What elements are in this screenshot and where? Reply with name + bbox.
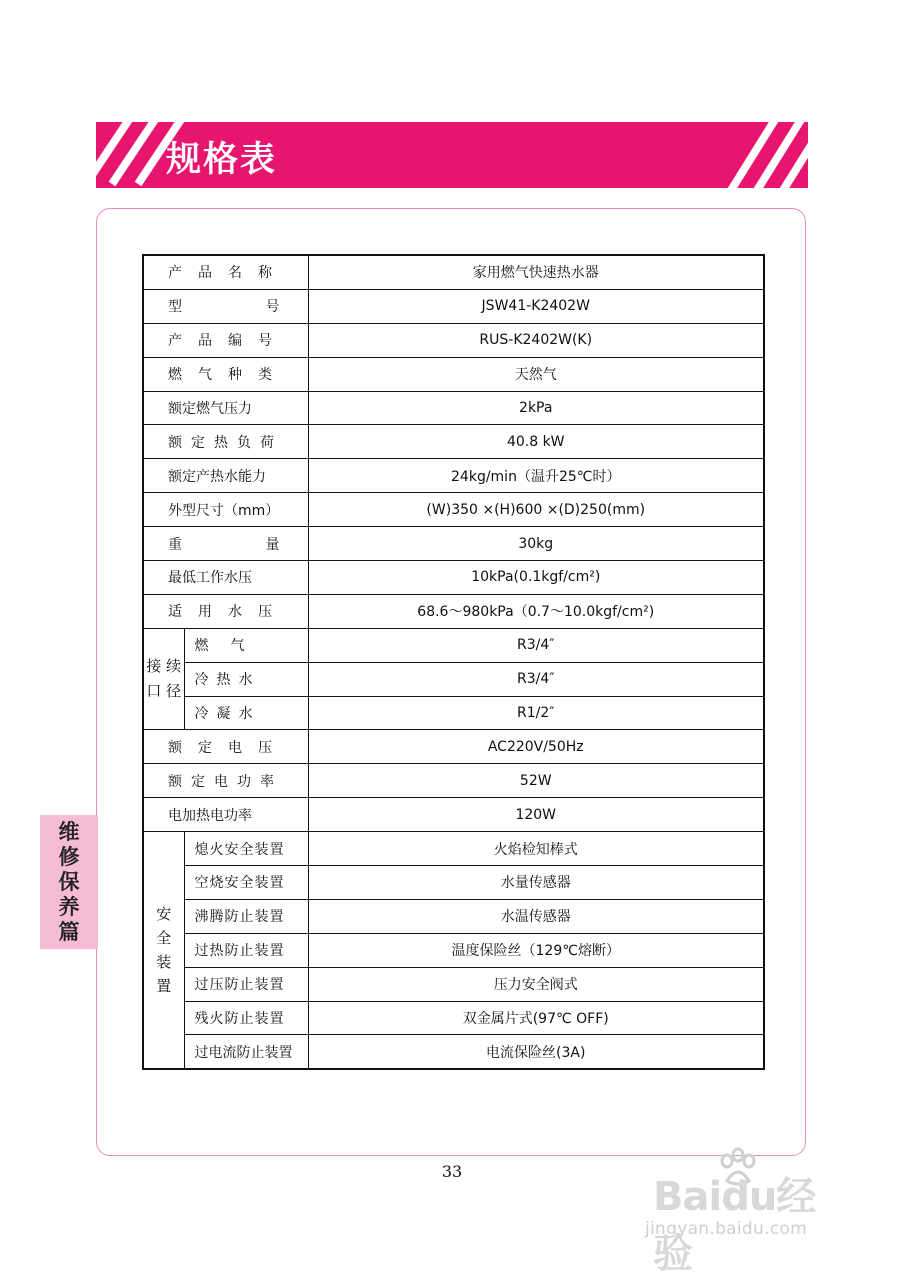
spec-value: 68.6～980kPa（0.7～10.0kgf/cm²) [308,594,764,628]
spec-value: R3/4″ [308,628,764,662]
table-row [143,527,764,561]
table-row [143,832,764,866]
table-row [143,1035,764,1069]
table-row [143,662,764,696]
table-row [143,391,764,425]
table-row [143,628,764,662]
table-row [143,561,764,595]
group-label-char: 装 [156,953,172,972]
table-row [143,798,764,832]
table-row [143,899,764,933]
side-tab-char: 修 [58,845,80,869]
table-row [143,764,764,798]
spec-value: 水量传感器 [308,866,764,900]
spec-value: 2kPa [308,391,764,425]
spec-label: 沸腾防止装置 [184,899,308,933]
table-row [143,425,764,459]
side-tab-char: 维 [58,820,80,844]
table-row [143,696,764,730]
table-row [143,1001,764,1035]
spec-label: 额定产热水能力 [143,459,308,493]
table-row [143,323,764,357]
side-tab-char: 篇 [58,920,80,944]
side-tab-char: 养 [58,895,80,919]
spec-label-text: 型 号 [168,299,280,316]
spec-label [143,527,308,561]
table-row [143,866,764,900]
spec-label: 额定电功率 [143,764,308,798]
spec-label: 燃气 [184,628,308,662]
spec-label: 最低工作水压 [143,561,308,595]
spec-value: 天然气 [308,357,764,391]
spec-label: 产品编号 [143,323,308,357]
spec-label-text: 重 量 [168,536,280,553]
baidu-watermark [643,1147,853,1277]
page-title: 规格表 [166,140,278,180]
spec-label: 过电流防止装置 [184,1035,308,1069]
watermark-url: jingyan.baidu.com [645,1219,807,1239]
spec-value: 温度保险丝（129℃熔断） [308,933,764,967]
spec-label: 过热防止装置 [184,933,308,967]
spec-value: 52W [308,764,764,798]
spec-value: (W)350 ×(H)600 ×(D)250(mm) [308,493,764,527]
table-row [143,255,764,289]
group-label-line: 接 续 [146,657,182,676]
spec-label: 产品名称 [143,255,308,289]
spec-label: 残火防止装置 [184,1001,308,1035]
spec-value: 24kg/min（温升25℃时） [308,459,764,493]
spec-label: 空烧安全装置 [184,866,308,900]
spec-value: RUS-K2402W(K) [308,323,764,357]
safety-group-label [143,832,184,1070]
spec-value: R3/4″ [308,662,764,696]
spec-value: 火焰检知棒式 [308,832,764,866]
spec-label: 电加热电功率 [143,798,308,832]
spec-label [143,289,308,323]
spec-value: 120W [308,798,764,832]
spec-value: JSW41-K2402W [308,289,764,323]
spec-label: 适用水压 [143,594,308,628]
spec-value: 水温传感器 [308,899,764,933]
table-row [143,493,764,527]
spec-label: 额定燃气压力 [143,391,308,425]
spec-label: 冷热水 [184,662,308,696]
group-label-line: 口 径 [146,682,182,701]
spec-value: 双金属片式(97℃ OFF) [308,1001,764,1035]
table-row [143,594,764,628]
title-banner [96,122,808,188]
spec-label: 燃气种类 [143,357,308,391]
spec-value: 30kg [308,527,764,561]
connection-group-label [143,628,184,730]
spec-label: 额定热负荷 [143,425,308,459]
table-row [143,459,764,493]
spec-label: 外型尺寸（mm） [143,493,308,527]
spec-table [142,254,765,1070]
spec-label: 冷凝水 [184,696,308,730]
spec-value: 家用燃气快速热水器 [308,255,764,289]
spec-label: 额定电压 [143,730,308,764]
page-number: 33 [441,1162,463,1181]
table-row [143,730,764,764]
spec-value: 电流保险丝(3A) [308,1035,764,1069]
group-label-char: 置 [156,977,172,996]
side-tab-maintenance [40,815,98,949]
table-row [143,289,764,323]
spec-value: 10kPa(0.1kgf/cm²) [308,561,764,595]
table-row [143,933,764,967]
table-row [143,357,764,391]
spec-value: AC220V/50Hz [308,730,764,764]
side-tab-char: 保 [58,870,80,894]
group-label-char: 全 [156,929,172,948]
table-row [143,967,764,1001]
spec-value: 40.8 kW [308,425,764,459]
spec-value: 压力安全阀式 [308,967,764,1001]
group-label-char: 安 [156,905,172,924]
watermark-logo: Baidu经验 [653,1174,816,1277]
spec-value: R1/2″ [308,696,764,730]
spec-label: 熄火安全装置 [184,832,308,866]
spec-label: 过压防止装置 [184,967,308,1001]
